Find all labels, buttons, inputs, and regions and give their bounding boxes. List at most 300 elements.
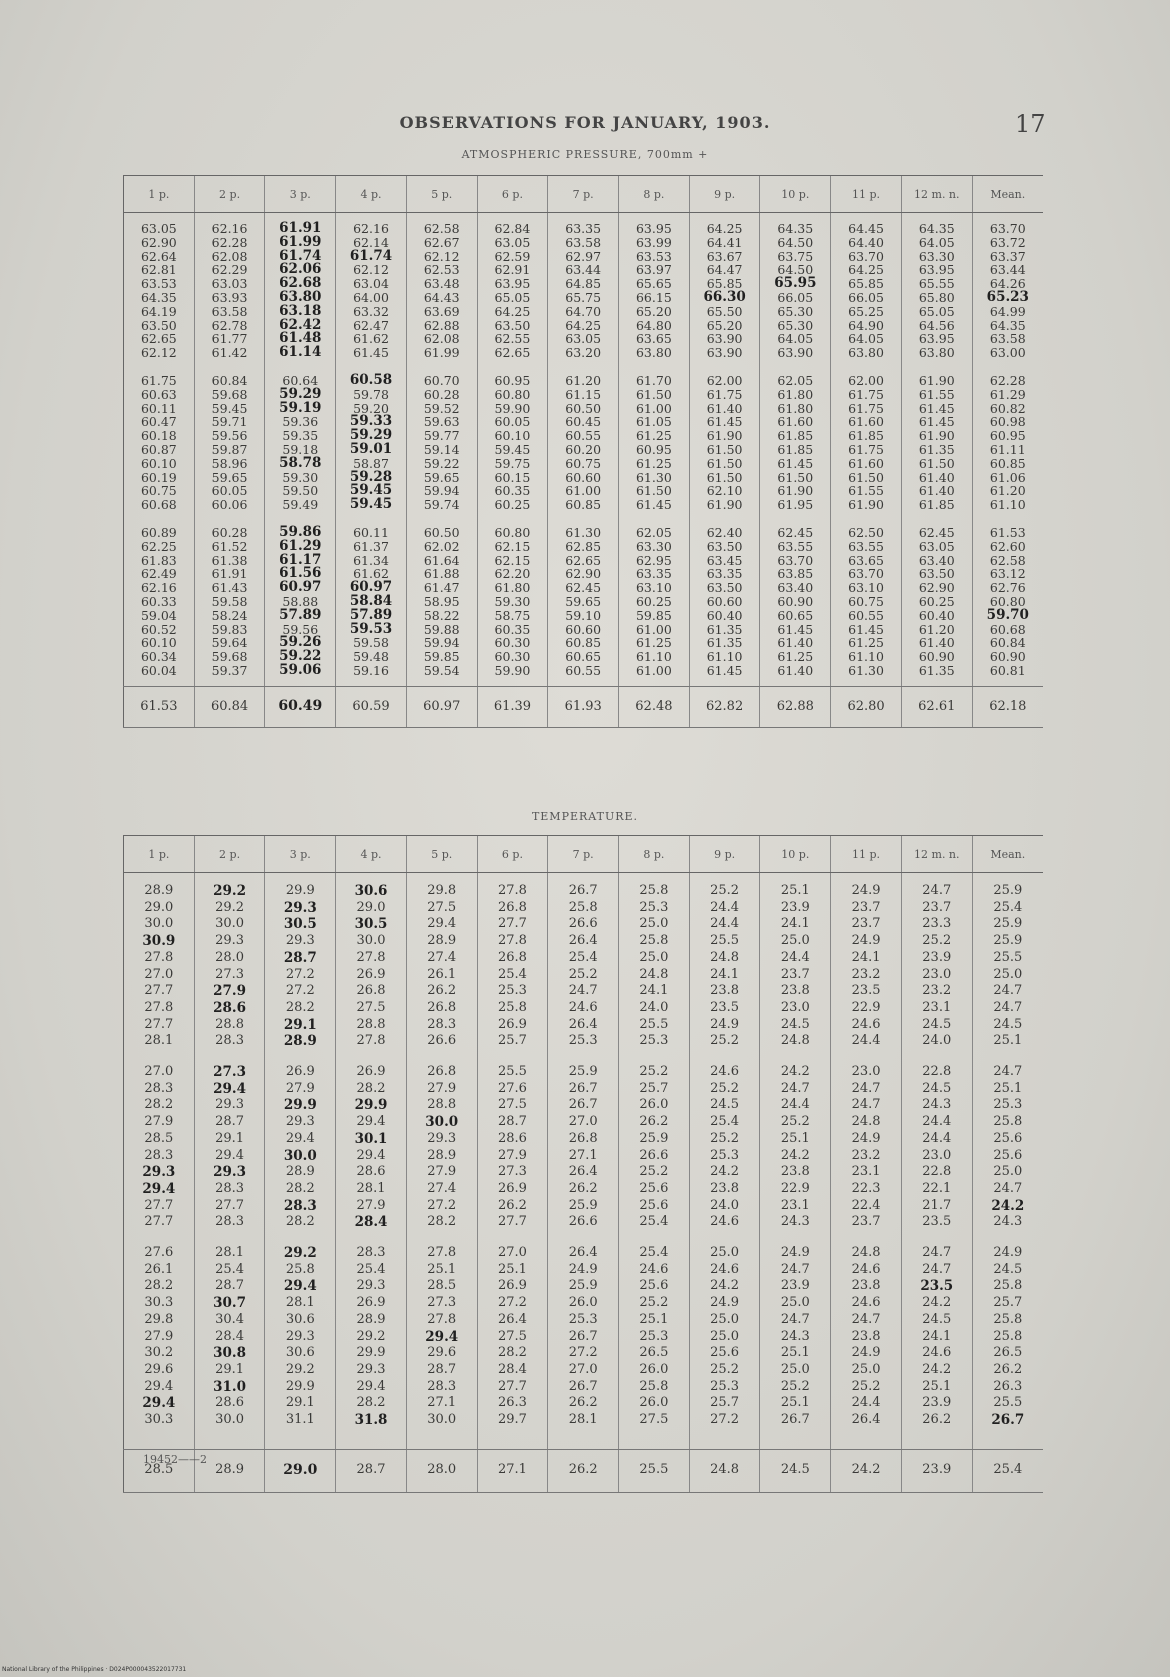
table-column-cell (689, 873, 760, 1450)
table-cell: 62.12 (140, 345, 177, 361)
table-cell: 62.08 (211, 248, 248, 264)
table-cell: 24.9 (993, 1245, 1023, 1261)
table-cell: 60.65 (565, 649, 602, 665)
table-cell: 61.60 (848, 414, 884, 430)
table-cell: 25.2 (780, 1114, 810, 1130)
table-cell: 62.05 (635, 524, 672, 540)
table-cell: 63.30 (635, 538, 672, 554)
row-group (690, 1245, 760, 1429)
table-cell: 23.8 (780, 1164, 810, 1180)
table-cell: 64.56 (918, 317, 955, 333)
table-cell: 61.75 (140, 372, 177, 388)
mean-value: 24.5 (780, 1462, 810, 1478)
mean-value: 62.61 (918, 698, 956, 714)
table-cell: 62.68 (279, 275, 322, 292)
table-cell: 27.2 (285, 983, 315, 999)
table-cell: 27.2 (568, 1345, 598, 1361)
table-cell: 61.34 (353, 552, 389, 568)
table-cell: 63.20 (565, 345, 602, 361)
table-cell: 25.8 (639, 1378, 669, 1394)
table-cell: 27.7 (144, 983, 174, 999)
table-cell: 61.06 (989, 469, 1026, 485)
table-cell: 24.9 (851, 1345, 881, 1361)
table-cell: 62.53 (423, 262, 460, 278)
column-header: 8 p. (619, 836, 690, 873)
table-cell: 60.60 (706, 593, 743, 609)
table-cell: 28.3 (144, 1080, 174, 1096)
table-cell: 61.60 (848, 455, 884, 471)
table-cell: 64.25 (706, 221, 743, 236)
table-cell: 22.3 (851, 1180, 881, 1196)
table-cell: 24.5 (780, 1016, 810, 1032)
table-cell: 61.10 (635, 649, 672, 665)
table-cell: 59.71 (211, 414, 248, 430)
table-cell: 60.84 (989, 635, 1026, 651)
table-cell: 59.56 (282, 621, 319, 637)
table-cell: 60.11 (140, 400, 177, 416)
table-cell: 27.2 (427, 1197, 457, 1213)
mean-value: 28.0 (427, 1462, 457, 1478)
table-cell: 28.1 (215, 1245, 245, 1261)
table-cell: 23.9 (780, 899, 810, 915)
table-cell: 63.30 (918, 248, 955, 264)
table-cell: 29.3 (215, 1097, 245, 1113)
table-cell: 24.6 (568, 999, 598, 1015)
table-cell: 28.2 (285, 999, 315, 1015)
table-cell: 27.9 (427, 1164, 457, 1180)
table-cell: 64.25 (848, 262, 884, 278)
table-cell: 25.0 (710, 1311, 740, 1327)
table-cell: 61.38 (211, 552, 248, 568)
mean-value: 24.8 (710, 1462, 740, 1478)
table-cell: 30.4 (215, 1311, 245, 1327)
table-cell: 25.2 (639, 1295, 669, 1311)
table-cell: 59.45 (349, 496, 393, 513)
table-cell: 60.25 (635, 593, 672, 609)
table-cell: 61.62 (353, 566, 389, 582)
table-cell: 65.55 (918, 276, 955, 292)
table-cell: 28.3 (427, 1016, 457, 1032)
table-cell: 26.6 (427, 1033, 457, 1049)
table-cell: 29.3 (356, 1361, 386, 1377)
table-cell: 61.77 (211, 331, 248, 347)
table-cell: 61.10 (989, 497, 1026, 513)
table-cell: 30.0 (144, 916, 174, 932)
row-group (690, 1064, 760, 1231)
table-cell: 62.65 (494, 345, 531, 361)
table-cell: 64.35 (140, 289, 177, 305)
table-cell: 63.05 (140, 221, 177, 236)
table-cell: 62.29 (211, 262, 248, 278)
table-cell: 28.2 (497, 1345, 527, 1361)
table-cell: 29.9 (356, 1345, 386, 1361)
row-group (336, 526, 406, 678)
table-cell: 24.7 (780, 1080, 810, 1096)
table-cell: 24.0 (639, 999, 669, 1015)
table-cell: 61.35 (706, 635, 743, 651)
table-cell: 60.52 (140, 621, 177, 637)
table-column-cell (760, 213, 831, 687)
table-cell: 27.7 (497, 1378, 527, 1394)
table-cell: 26.3 (497, 1395, 527, 1411)
table-cell: 65.75 (565, 289, 602, 305)
table-cell: 27.9 (427, 1080, 457, 1096)
table-cell: 61.35 (918, 441, 955, 457)
table-cell: 63.50 (706, 580, 743, 596)
row-group (902, 374, 972, 512)
column-header: 10 p. (760, 836, 831, 873)
table-cell: 60.98 (989, 414, 1026, 430)
table-cell: 28.3 (215, 1033, 245, 1049)
row-group (265, 374, 335, 512)
table-cell: 23.1 (922, 999, 952, 1015)
table-cell: 30.0 (425, 1114, 459, 1131)
table-cell: 64.45 (848, 221, 884, 236)
table-cell: 29.0 (144, 899, 174, 915)
table-cell: 63.67 (706, 248, 743, 264)
table-column-cell (619, 213, 690, 687)
table-cell: 26.0 (568, 1295, 598, 1311)
table-cell: 26.8 (356, 983, 386, 999)
table-cell: 59.78 (353, 386, 389, 402)
table-cell: 25.3 (993, 1097, 1023, 1113)
table-cell: 61.80 (777, 386, 814, 402)
table-cell: 25.3 (639, 1033, 669, 1049)
table-cell: 26.9 (497, 1278, 527, 1294)
table-cell: 60.05 (211, 483, 248, 499)
table-cell: 25.1 (993, 1080, 1023, 1096)
column-header: 9 p. (689, 836, 760, 873)
table-cell: 63.37 (989, 248, 1026, 264)
footnote: 19452——2 (143, 1453, 207, 1466)
table-cell: 63.04 (353, 276, 389, 292)
table-cell: 65.05 (918, 303, 955, 319)
table-cell: 26.5 (639, 1345, 669, 1361)
table-cell: 63.10 (848, 580, 884, 596)
table-cell: 30.6 (285, 1311, 315, 1327)
table-cell: 25.8 (993, 1114, 1023, 1130)
table-cell: 63.35 (635, 566, 672, 582)
table-cell: 26.9 (356, 1295, 386, 1311)
table-cell: 63.00 (989, 345, 1026, 361)
table-cell: 26.4 (568, 1164, 598, 1180)
table-cell: 59.52 (423, 400, 460, 416)
table-cell: 27.1 (427, 1395, 457, 1411)
temperature-table-title: TEMPERATURE. (531, 810, 639, 823)
table-cell: 25.1 (922, 1378, 952, 1394)
column-header: 2 p. (194, 176, 265, 213)
table-cell: 26.9 (356, 966, 386, 982)
table-cell: 25.0 (639, 916, 669, 932)
table-cell: 61.75 (848, 400, 884, 416)
table-cell: 24.4 (922, 1130, 952, 1146)
table-cell: 24.5 (922, 1311, 952, 1327)
table-cell: 60.60 (565, 469, 602, 485)
table-cell: 61.99 (279, 233, 322, 250)
mean-value: 60.49 (278, 697, 323, 714)
table-cell: 28.3 (215, 1180, 245, 1196)
row-group (973, 222, 1043, 360)
table-column-cell (406, 873, 477, 1450)
table-cell: 60.55 (565, 662, 602, 678)
table-cell: 62.58 (423, 221, 460, 236)
table-cell: 60.85 (989, 455, 1026, 471)
table-cell: 61.85 (777, 428, 814, 444)
table-cell: 27.8 (427, 1311, 457, 1327)
table-cell: 60.30 (494, 635, 531, 651)
table-cell: 65.30 (777, 317, 814, 333)
table-cell: 25.5 (497, 1064, 527, 1080)
temperature-table (123, 835, 1043, 1493)
row-group (124, 222, 194, 360)
table-cell: 22.8 (922, 1064, 952, 1080)
table-cell: 59.33 (349, 413, 393, 430)
table-cell: 25.5 (639, 1016, 669, 1032)
row-group (265, 1064, 335, 1231)
table-cell: 26.2 (639, 1114, 669, 1130)
table-cell: 24.7 (851, 1097, 881, 1113)
table-cell: 24.7 (851, 1080, 881, 1096)
row-group (548, 222, 618, 360)
table-cell: 25.3 (639, 1328, 669, 1344)
table-cell: 27.7 (497, 1214, 527, 1230)
table-cell: 29.4 (356, 1147, 386, 1163)
table-cell: 27.2 (497, 1295, 527, 1311)
table-cell: 25.6 (993, 1147, 1023, 1163)
table-cell: 24.1 (639, 983, 669, 999)
column-header: 4 p. (336, 836, 407, 873)
table-cell: 65.65 (635, 276, 672, 292)
table-cell: 59.54 (423, 662, 460, 678)
table-column-cell (972, 213, 1043, 687)
table-cell: 24.7 (993, 999, 1023, 1015)
table-cell: 61.80 (494, 580, 531, 596)
table-cell: 24.4 (780, 1097, 810, 1113)
table-cell: 63.45 (706, 552, 743, 568)
table-cell: 63.58 (565, 234, 602, 250)
table-cell: 58.75 (494, 607, 531, 623)
table-cell: 28.4 (215, 1328, 245, 1344)
table-cell: 61.85 (918, 497, 955, 513)
table-cell: 24.7 (568, 983, 598, 999)
table-cell: 27.9 (213, 983, 247, 1000)
row-group (831, 883, 901, 1050)
table-cell: 24.9 (710, 1016, 740, 1032)
table-cell: 26.7 (568, 1097, 598, 1113)
table-cell: 24.7 (993, 1064, 1023, 1080)
table-cell: 64.25 (494, 303, 531, 319)
pressure-table (123, 175, 1043, 728)
mean-cell (831, 686, 902, 727)
table-cell: 61.25 (635, 635, 672, 651)
table-cell: 25.3 (639, 899, 669, 915)
table-cell: 29.1 (215, 1130, 245, 1146)
table-cell: 25.0 (851, 1361, 881, 1377)
table-cell: 25.6 (993, 1130, 1023, 1146)
table-cell: 60.47 (140, 414, 177, 430)
table-cell: 62.55 (494, 331, 531, 347)
table-cell: 61.00 (635, 400, 672, 416)
table-cell: 61.50 (706, 469, 743, 485)
table-cell: 59.86 (279, 523, 322, 540)
table-cell: 61.60 (777, 414, 814, 430)
table-cell: 25.2 (710, 1130, 740, 1146)
table-cell: 29.3 (142, 1164, 176, 1181)
table-cell: 28.9 (356, 1311, 386, 1327)
table-cell: 62.58 (989, 552, 1026, 568)
table-cell: 27.9 (285, 1080, 315, 1096)
table-cell: 61.55 (918, 386, 955, 402)
table-cell: 26.0 (639, 1395, 669, 1411)
table-cell: 60.30 (494, 649, 531, 665)
table-cell: 24.7 (851, 1311, 881, 1327)
row-group (265, 222, 335, 360)
table-cell: 26.4 (851, 1412, 881, 1428)
table-cell: 27.3 (215, 966, 245, 982)
table-cell: 26.1 (144, 1261, 174, 1277)
table-cell: 27.3 (427, 1295, 457, 1311)
table-cell: 27.7 (144, 1197, 174, 1213)
table-cell: 65.85 (706, 276, 743, 292)
table-cell: 27.7 (144, 1214, 174, 1230)
table-cell: 65.80 (918, 289, 955, 305)
row-group (336, 1245, 406, 1429)
table-cell: 59.45 (211, 400, 248, 416)
table-cell: 25.3 (568, 1311, 598, 1327)
table-cell: 61.43 (211, 580, 248, 596)
table-cell: 30.7 (213, 1295, 247, 1312)
table-cell: 23.5 (710, 999, 740, 1015)
table-cell: 24.3 (780, 1328, 810, 1344)
table-cell: 23.8 (851, 1328, 881, 1344)
table-cell: 25.4 (993, 899, 1023, 915)
table-cell: 29.9 (354, 1097, 388, 1114)
table-cell: 60.90 (918, 649, 955, 665)
table-cell: 62.10 (706, 483, 743, 499)
table-cell: 59.14 (423, 441, 460, 457)
table-cell: 24.8 (639, 966, 669, 982)
table-cell: 61.52 (211, 538, 248, 554)
table-cell: 23.8 (780, 983, 810, 999)
table-cell: 61.17 (279, 551, 322, 568)
mean-row (124, 686, 1044, 727)
table-cell: 62.65 (565, 552, 602, 568)
table-row (124, 873, 1044, 1450)
table-cell: 24.6 (851, 1261, 881, 1277)
table-cell: 25.4 (215, 1261, 245, 1277)
table-cell: 24.7 (780, 1311, 810, 1327)
table-cell: 27.4 (427, 949, 457, 965)
table-cell: 63.50 (494, 317, 531, 333)
table-cell: 29.9 (285, 883, 315, 898)
table-cell: 23.1 (851, 1164, 881, 1180)
table-cell: 25.3 (710, 1147, 740, 1163)
mean-cell (972, 1449, 1043, 1492)
table-cell: 62.45 (565, 580, 602, 596)
table-cell: 29.3 (285, 1328, 315, 1344)
mean-value: 28.7 (356, 1462, 386, 1478)
table-cell: 23.5 (920, 1278, 954, 1295)
mean-value: 23.9 (922, 1462, 952, 1478)
table-cell: 24.8 (710, 949, 740, 965)
table-cell: 61.40 (777, 662, 814, 678)
table-cell: 60.80 (989, 593, 1026, 609)
table-cell: 61.00 (635, 662, 672, 678)
table-cell: 57.89 (349, 606, 393, 623)
table-cell: 27.6 (144, 1245, 174, 1261)
table-cell: 60.20 (565, 441, 602, 457)
table-cell: 64.35 (918, 221, 955, 236)
table-cell: 61.11 (989, 441, 1026, 457)
table-cell: 63.69 (423, 303, 460, 319)
table-cell: 61.45 (848, 621, 884, 637)
table-cell: 26.9 (356, 1064, 386, 1080)
table-cell: 27.3 (213, 1064, 247, 1081)
row-group (124, 374, 194, 512)
table-cell: 64.80 (635, 317, 672, 333)
row-group (760, 1064, 830, 1231)
table-cell: 62.47 (353, 317, 389, 333)
table-cell: 59.68 (211, 386, 248, 402)
table-cell: 60.50 (565, 400, 602, 416)
table-cell: 25.0 (993, 1164, 1023, 1180)
table-cell: 63.40 (918, 552, 955, 568)
table-cell: 59.90 (494, 400, 531, 416)
table-cell: 23.9 (922, 949, 952, 965)
row-group (548, 374, 618, 512)
mean-cell (901, 686, 972, 727)
table-cell: 26.1 (427, 966, 457, 982)
mean-value: 24.2 (851, 1462, 881, 1478)
table-cell: 61.45 (918, 400, 955, 416)
table-cell: 61.30 (565, 524, 602, 540)
table-cell: 61.90 (918, 428, 955, 444)
mean-value: 61.39 (493, 698, 532, 714)
row-group (478, 222, 548, 360)
table-cell: 25.4 (497, 966, 527, 982)
table-cell: 30.3 (144, 1412, 174, 1428)
row-group (478, 1064, 548, 1231)
mean-value: 29.0 (283, 1462, 318, 1479)
table-cell: 61.42 (211, 345, 248, 361)
row-group (478, 883, 548, 1050)
table-cell: 59.83 (211, 621, 248, 637)
table-cell: 26.4 (568, 1016, 598, 1032)
mean-value: 60.59 (352, 698, 390, 714)
table-cell: 60.75 (848, 593, 884, 609)
row-group (690, 526, 760, 678)
table-cell: 31.8 (354, 1412, 388, 1429)
table-cell: 62.65 (140, 331, 177, 347)
table-cell: 25.9 (993, 916, 1023, 932)
table-cell: 25.4 (639, 1245, 669, 1261)
table-cell: 58.88 (282, 593, 319, 609)
column-header: 7 p. (548, 836, 619, 873)
table-column-cell (336, 213, 407, 687)
table-cell: 25.6 (639, 1278, 669, 1294)
table-cell: 60.65 (777, 607, 814, 623)
table-cell: 63.50 (706, 538, 743, 554)
column-header: Mean. (972, 176, 1043, 213)
table-cell: 28.7 (215, 1114, 245, 1130)
table-cell: 61.50 (635, 386, 672, 402)
table-cell: 59.87 (211, 441, 248, 457)
table-cell: 25.7 (993, 1295, 1023, 1311)
table-cell: 60.50 (423, 524, 460, 540)
pressure-table-title: ATMOSPHERIC PRESSURE, 700mm + (461, 148, 709, 161)
table-cell: 24.6 (710, 1261, 740, 1277)
table-cell: 59.58 (211, 593, 248, 609)
